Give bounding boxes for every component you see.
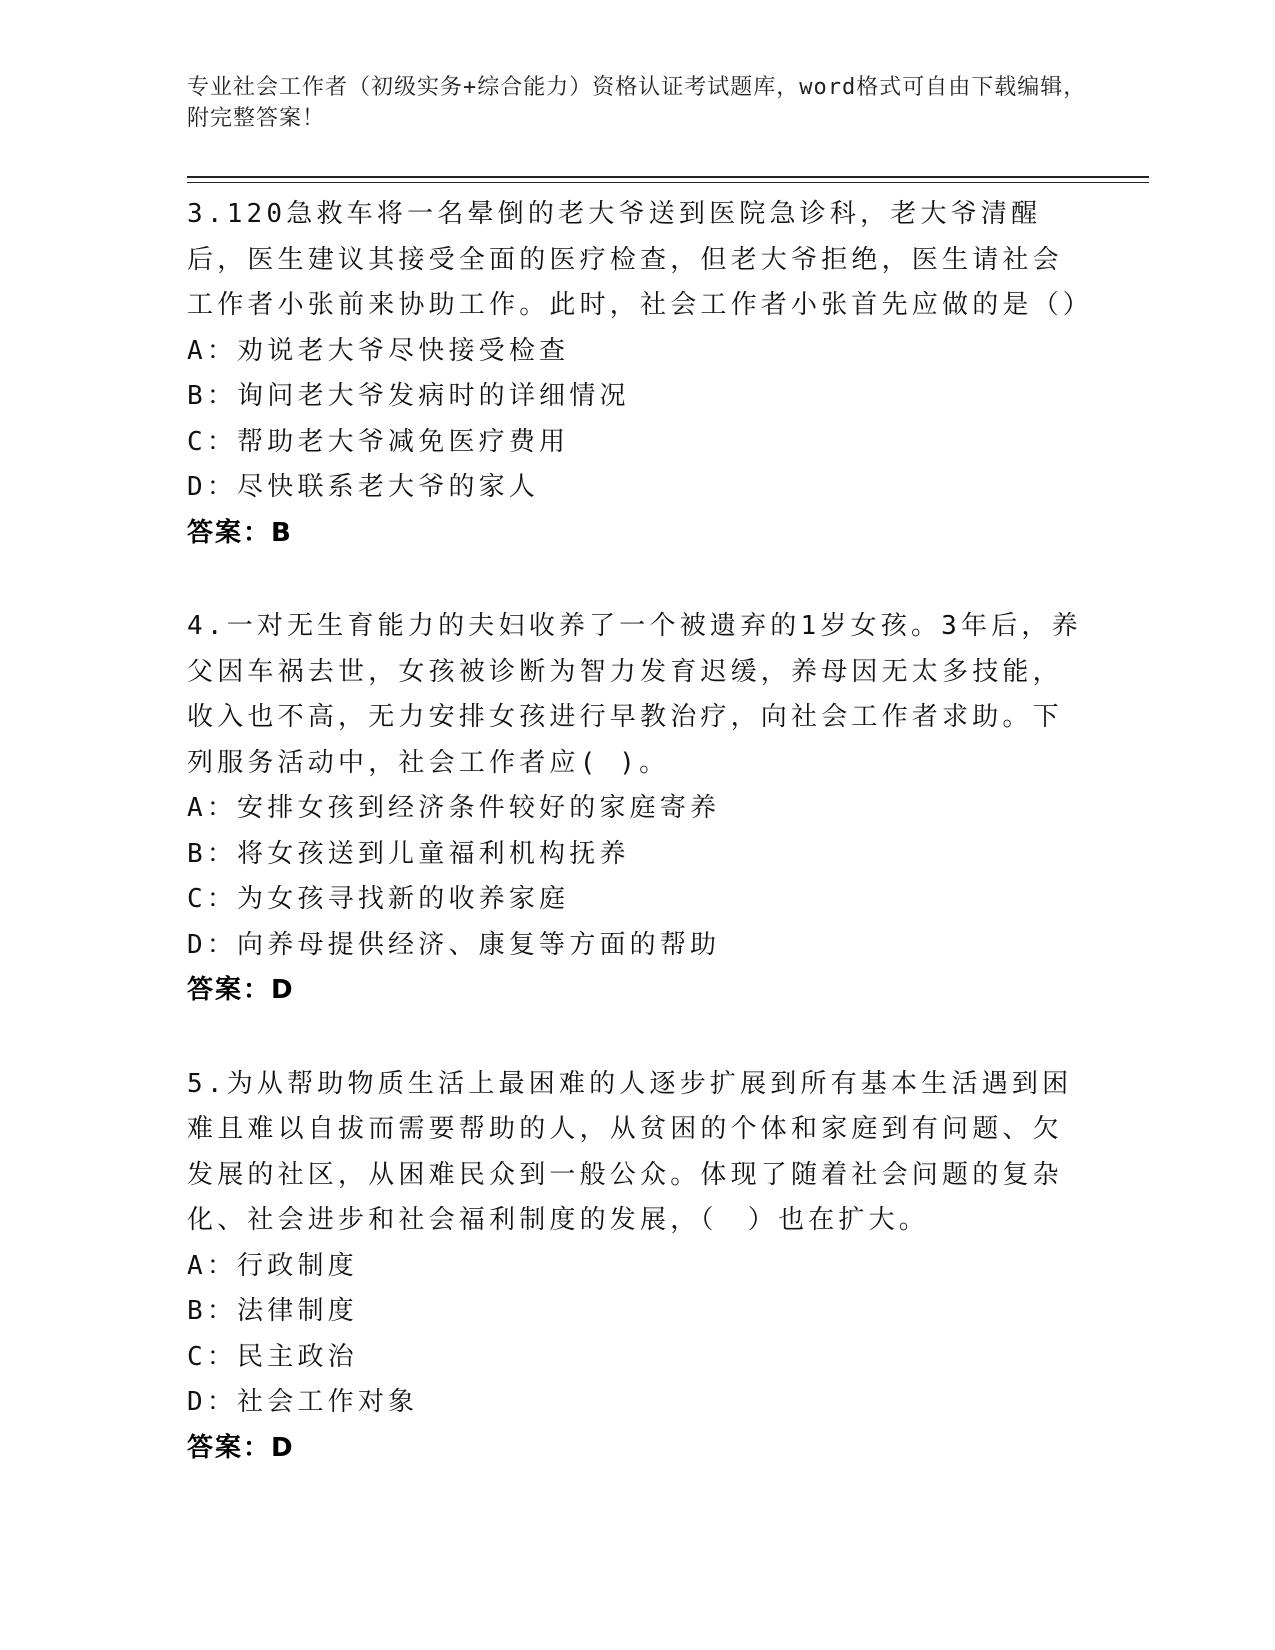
option-c: C：帮助老大爷减免医疗费用 bbox=[187, 426, 570, 457]
question-text: 5.为从帮助物质生活上最困难的人逐步扩展到所有基本生活遇到困难且难以自拔而需要帮助的人，从贫困的个体和家庭到有问题、欠发展的社区，从困难民众到一般公众。体现了随着社会问题的复杂化、社会进步和社会福利制度的发展，（ ）也在扩大。 bbox=[187, 1068, 1073, 1235]
answer-label: 答案：D bbox=[187, 1432, 295, 1463]
header-text: 专业社会工作者（初级实务+综合能力）资格认证考试题库，word格式可自由下载编辑，附完整答案！ bbox=[187, 75, 1087, 131]
header-divider-thin bbox=[187, 182, 1149, 183]
question-3 bbox=[187, 192, 1094, 556]
question-5 bbox=[187, 1062, 1087, 1472]
option-b: B：将女孩送到儿童福利机构抚养 bbox=[187, 838, 630, 869]
answer-label: 答案：D bbox=[187, 975, 295, 1005]
option-b: B：询问老大爷发病时的详细情况 bbox=[187, 381, 630, 411]
option-a: A：行政制度 bbox=[187, 1250, 358, 1281]
option-d: D：尽快联系老大爷的家人 bbox=[187, 472, 540, 502]
option-b: B：法律制度 bbox=[187, 1296, 358, 1326]
option-c: C：民主政治 bbox=[187, 1341, 358, 1372]
option-d: D：社会工作对象 bbox=[187, 1387, 419, 1417]
option-c: C：为女孩寻找新的收养家庭 bbox=[187, 884, 570, 914]
answer-label: 答案：B bbox=[187, 517, 293, 548]
option-a: A：安排女孩到经济条件较好的家庭寄养 bbox=[187, 793, 721, 823]
question-list bbox=[187, 192, 1094, 1519]
header-divider-thick bbox=[187, 176, 1149, 178]
question-text: 4.一对无生育能力的夫妇收养了一个被遗弃的1岁女孩。3年后，养父因车祸去世，女孩被诊断为智力发育迟缓，养母因无太多技能，收入也不高，无力安排女孩进行早教治疗，向社会工作者求助。下列服务活动中，社会工作者应( )。 bbox=[187, 611, 1082, 778]
question-4 bbox=[187, 604, 1087, 1014]
option-a: A：劝说老大爷尽快接受检查 bbox=[187, 335, 570, 366]
page-header bbox=[187, 72, 1087, 134]
option-d: D：向养母提供经济、康复等方面的帮助 bbox=[187, 929, 721, 960]
question-text: 3.120急救车将一名晕倒的老大爷送到医院急诊科，老大爷清醒后，医生建议其接受全面的医疗检查，但老大爷拒绝，医生请社会工作者小张前来协助工作。此时，社会工作者小张首先应做的是（） bbox=[187, 199, 1094, 320]
